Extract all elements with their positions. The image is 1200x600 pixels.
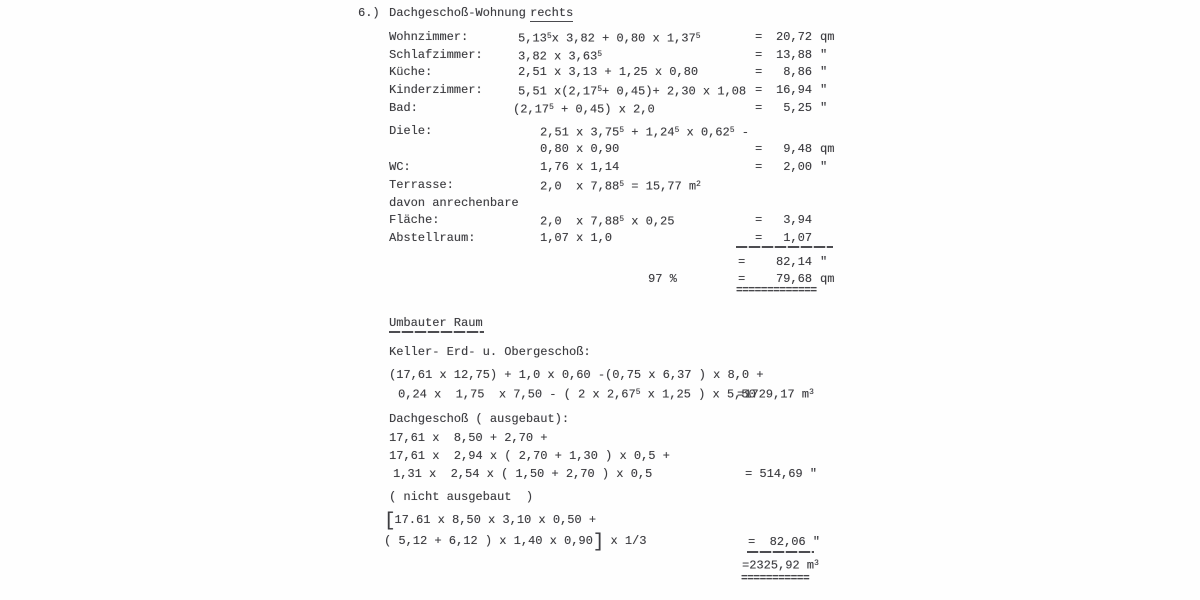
- result-equals: =: [755, 160, 763, 174]
- result-equals: =: [755, 231, 763, 245]
- room-label: Küche:: [389, 65, 433, 79]
- nicht-ausgebaut-result: = 82,06 ": [748, 535, 821, 549]
- total-equals: =: [738, 272, 746, 286]
- nicht-ausgebaut-title: ( nicht ausgebaut ): [389, 490, 534, 504]
- bracket-formula-line2: ( 5,12 + 6,12 ) x 1,40 x 0,90] x 1/3: [384, 530, 647, 553]
- room-formula: 2,51 x 3,13 + 1,25 x 0,80: [518, 65, 699, 79]
- result-equals: =: [755, 30, 763, 44]
- result-value: 13,88: [775, 48, 812, 62]
- sum-rule: [736, 246, 833, 248]
- section-title-emphasis: rechts: [530, 6, 574, 20]
- result-equals: =: [755, 65, 763, 79]
- bracket-formula-line1: [17.61 x 8,50 x 3,10 x 0,50 +: [384, 509, 597, 532]
- room-formula: 2,0 x $7,88^5 = 15,77$ $m^2$: [540, 179, 701, 194]
- result-equals: =: [755, 142, 763, 156]
- dach-formula-line1: 17,61 x 8,50 + 2,70 +: [389, 431, 548, 445]
- dach-formula-line2: 17,61 x 2,94 x ( 2,70 + 1,30 ) x 0,5 +: [389, 449, 670, 463]
- section-title: Dachgeschoß-Wohnung: [389, 6, 526, 20]
- umbauter-raum-heading: Umbauter Raum: [389, 316, 483, 330]
- result-equals: =: [755, 213, 763, 227]
- result-unit: qm: [820, 142, 835, 156]
- room-label: Fläche:: [389, 213, 440, 227]
- result-value: 9,48: [783, 142, 812, 156]
- room-label: Abstellraum:: [389, 231, 476, 245]
- result-value: 8,86: [783, 65, 812, 79]
- room-formula: 2,51 x $3,75^5 + 1,24^5$ x 0,62$^5$ -: [540, 125, 749, 140]
- room-formula: $(2,17^5 + 0,45)$ x 2,0: [513, 102, 655, 117]
- grand-total-rule: [747, 551, 814, 553]
- dach-ausgebaut-result: = 514,69 ": [745, 467, 818, 481]
- total-unit: qm: [820, 272, 835, 286]
- percent-label: 97 %: [648, 272, 677, 286]
- grand-total: =2325,92 $m^3$: [742, 558, 819, 573]
- dach-formula-line3: 1,31 x 2,54 x ( 1,50 + 2,70 ) x 0,5: [393, 467, 653, 481]
- room-formula: 1,76 x 1,14: [540, 160, 620, 174]
- total-value: 79,68: [775, 272, 812, 286]
- room-label: Diele:: [389, 124, 433, 138]
- room-formula: 5,51 $x(2,17^5+ 0,45)+ 2,30$ x 1,08: [518, 84, 747, 99]
- davon-anrechenbare-note: davon anrechenbare: [389, 196, 519, 210]
- keller-formula-line2: 0,24 x 1,75 x 7,50 - ( 2 x 2,67$^5$ x 1,25 ) x 5,50: [398, 387, 756, 402]
- keller-formula-line1: (17,61 x 12,75) + 1,0 x 0,60 -(0,75 x 6,37 ) x 8,0 +: [389, 368, 764, 382]
- room-formula: 5,13$^5$x 3,82 + 0,80 x 1,37$^5$: [518, 31, 701, 46]
- result-equals: =: [755, 101, 763, 115]
- result-unit: ": [820, 65, 828, 79]
- heading-underline: [389, 331, 484, 333]
- typed-equals-rule: ===========: [741, 573, 810, 585]
- bracket-close: ]: [592, 530, 604, 553]
- result-value: 5,25: [783, 101, 812, 115]
- result-value: 3,94: [783, 213, 812, 227]
- room-label: Schlafzimmer:: [389, 48, 483, 62]
- subtotal-value: 82,14: [775, 255, 812, 269]
- section-number: 6.): [358, 6, 380, 20]
- room-formula: 2,0 x 7,88$^5$ x 0,25: [540, 214, 675, 229]
- room-formula: 1,07 x 1,0: [540, 231, 613, 245]
- room-label: Bad:: [389, 101, 418, 115]
- room-label: Kinderzimmer:: [389, 83, 483, 97]
- room-label: WC:: [389, 160, 411, 174]
- result-value: 2,00: [783, 160, 812, 174]
- result-value: 1,07: [783, 231, 812, 245]
- room-formula-continuation: 0,80 x 0,90: [540, 142, 620, 156]
- result-unit: ": [820, 160, 828, 174]
- subtotal-equals: =: [738, 255, 746, 269]
- result-unit: qm: [820, 30, 835, 44]
- room-label: Wohnzimmer:: [389, 30, 469, 44]
- result-value: 20,72: [775, 30, 812, 44]
- result-unit: ": [820, 83, 828, 97]
- room-label: Terrasse:: [389, 178, 454, 192]
- dach-ausgebaut-title: Dachgeschoß ( ausgebaut):: [389, 412, 570, 426]
- room-formula: 3,82 x 3,63$^5$: [518, 49, 603, 64]
- subtotal-unit: ": [820, 255, 828, 269]
- keller-result: =1729,17 $m^3$: [737, 387, 814, 402]
- result-unit: ": [820, 48, 828, 62]
- result-unit: ": [820, 101, 828, 115]
- typed-equals-rule: =============: [736, 285, 817, 297]
- bracket-open: [: [384, 509, 395, 532]
- result-equals: =: [755, 83, 763, 97]
- result-equals: =: [755, 48, 763, 62]
- result-value: 16,94: [775, 83, 812, 97]
- keller-title: Keller- Erd- u. Obergeschoß:: [389, 345, 591, 359]
